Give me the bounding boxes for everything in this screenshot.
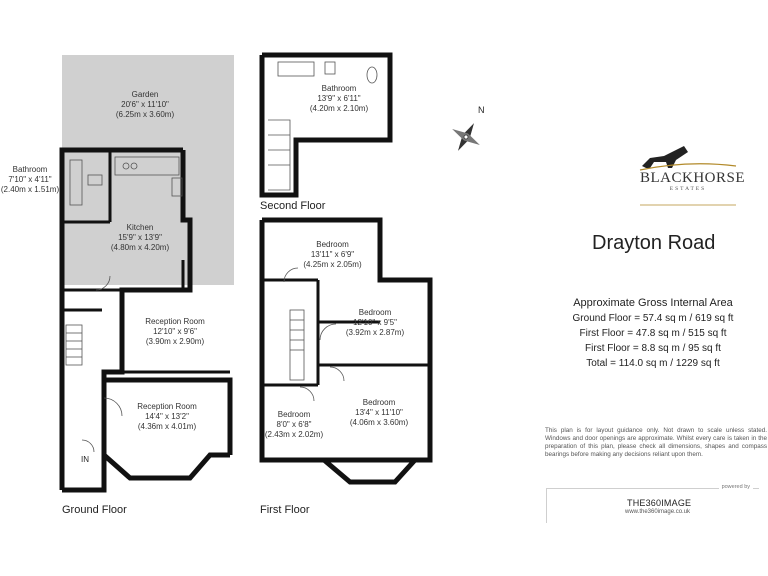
room-imperial: 13'9" x 6'11"	[317, 94, 361, 103]
room-bathroom-second	[298, 84, 380, 114]
brand-name: BLACKHORSE	[640, 170, 746, 186]
floor-label-first: First Floor	[260, 504, 310, 516]
floor-label-ground: Ground Floor	[62, 504, 127, 516]
room-bedroom-rear	[290, 240, 375, 270]
area-title: Approximate Gross Internal Area	[573, 297, 733, 309]
room-kitchen	[100, 223, 180, 253]
area-first: First Floor = 47.8 sq m / 515 sq ft	[579, 328, 727, 339]
property-address: Drayton Road	[592, 232, 716, 254]
area-second: First Floor = 8.8 sq m / 95 sq ft	[585, 343, 721, 354]
room-bedroom-front	[334, 398, 424, 428]
room-imperial: 7'10" x 4'11"	[8, 175, 52, 184]
entrance-label: IN	[81, 455, 89, 464]
second-floor-fixtures	[268, 62, 377, 190]
room-reception-front	[122, 402, 212, 432]
room-name: Garden	[131, 90, 159, 99]
room-metric: (4.36m x 4.01m)	[137, 422, 197, 431]
room-metric: (4.06m x 3.60m)	[349, 418, 409, 427]
room-imperial: 20'6" x 11'10"	[121, 100, 169, 109]
room-name: Reception Room	[145, 317, 205, 326]
compass-north-label: N	[478, 105, 485, 115]
room-bathroom-ground	[0, 165, 60, 195]
room-imperial: 15'9" x 13'9"	[118, 233, 162, 242]
disclaimer-text: This plan is for layout guidance only. Not drawn to scale unless stated. Windows and door openings are approximate. Whilst every care is taken in the preparation of this plan, please check all dimensions, shapes and compass bearings before making any decisions reliant upon them.	[545, 427, 767, 458]
room-name: Bathroom	[12, 165, 48, 174]
room-name: Bedroom	[277, 410, 311, 419]
room-name: Reception Room	[137, 402, 197, 411]
room-name: Bedroom	[316, 240, 349, 249]
room-metric: (6.25m x 3.60m)	[115, 110, 175, 119]
room-bedroom-middle	[330, 308, 420, 338]
room-imperial: 8'0" x 6'8"	[276, 420, 312, 429]
room-imperial: 12'10" x 9'5"	[353, 318, 397, 327]
room-metric: (4.25m x 2.05m)	[303, 260, 362, 269]
room-metric: (2.43m x 2.02m)	[264, 430, 324, 439]
room-name: Kitchen	[126, 223, 154, 232]
area-summary	[546, 296, 760, 371]
area-ground: Ground Floor = 57.4 sq m / 619 sq ft	[572, 313, 734, 324]
brand-subtitle: ESTATES	[669, 186, 707, 192]
credit-brand: THE360IMAGE	[627, 498, 692, 508]
compass-rose	[450, 121, 482, 153]
room-metric: (2.40m x 1.51m)	[0, 185, 60, 194]
room-imperial: 12'10" x 9'6"	[153, 327, 197, 336]
room-imperial: 13'4" x 11'10"	[355, 408, 403, 417]
room-imperial: 14'4" x 13'2"	[145, 412, 189, 421]
room-bedroom-small	[264, 410, 324, 440]
credit-box	[546, 484, 759, 523]
room-reception-rear	[130, 317, 220, 347]
floor-label-second: Second Floor	[260, 200, 326, 212]
credit-url: www.the360image.co.uk	[625, 509, 691, 515]
room-metric: (3.90m x 2.90m)	[145, 337, 205, 346]
room-metric: (4.80m x 4.20m)	[110, 243, 170, 252]
room-garden	[95, 90, 195, 120]
area-total: Total = 114.0 sq m / 1229 sq ft	[586, 358, 720, 369]
room-name: Bedroom	[362, 398, 396, 407]
room-metric: (3.92m x 2.87m)	[345, 328, 405, 337]
credit-powered: powered by	[719, 484, 753, 490]
room-name: Bedroom	[358, 308, 392, 317]
room-metric: (4.20m x 2.10m)	[309, 104, 369, 113]
room-imperial: 13'11" x 6'9"	[310, 250, 355, 259]
room-name: Bathroom	[321, 84, 357, 93]
